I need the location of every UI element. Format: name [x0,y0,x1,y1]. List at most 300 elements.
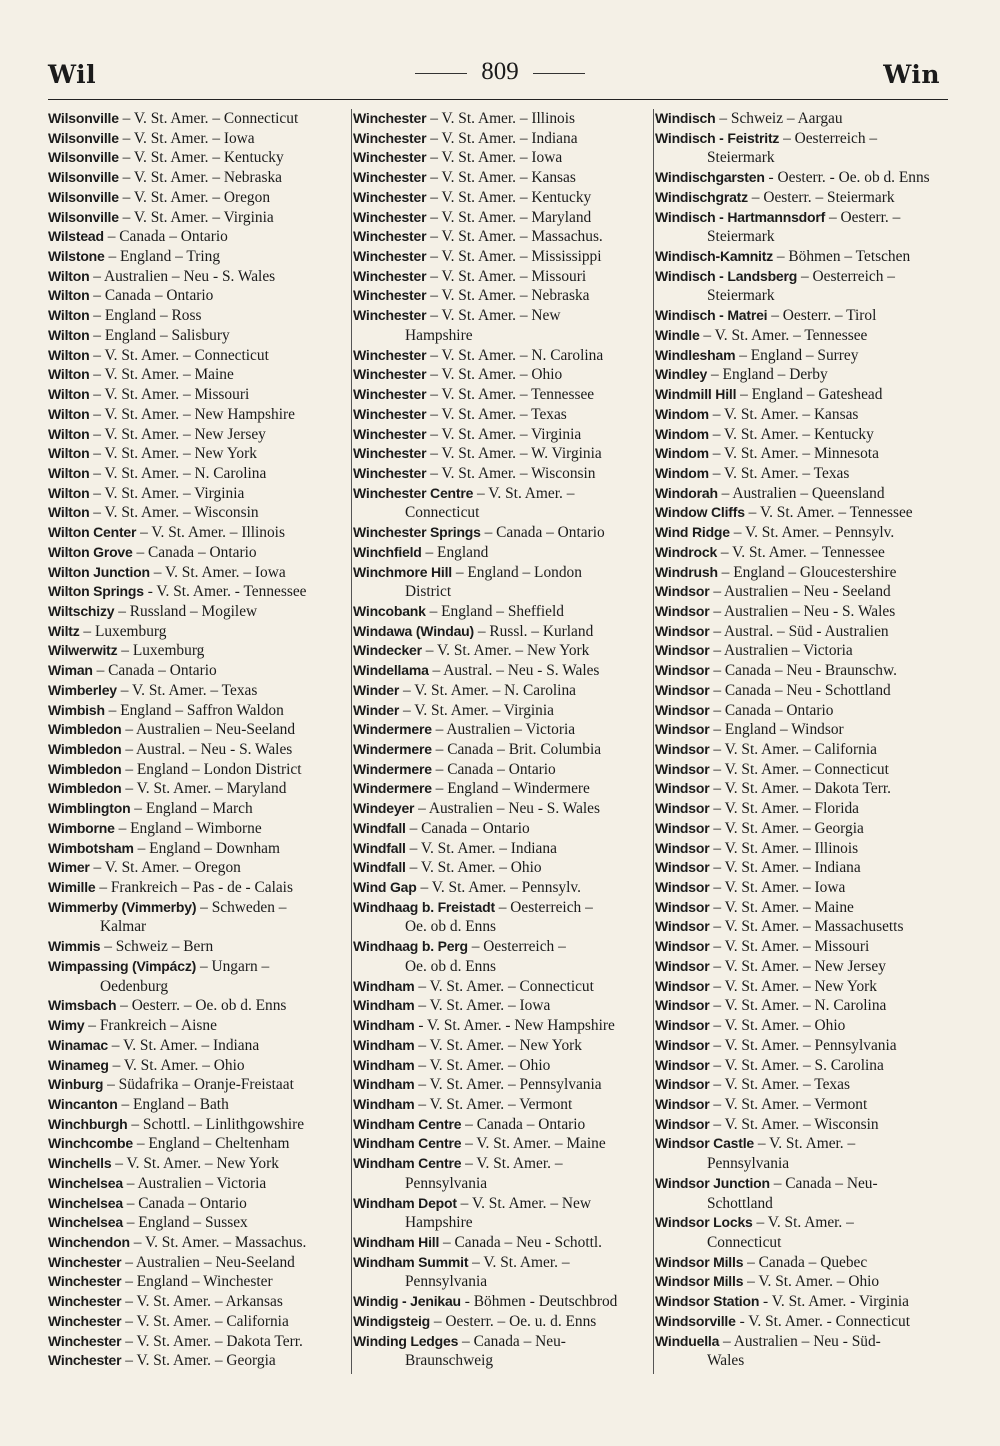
gazetteer-entry-continuation [353,1213,651,1233]
place-name: Windsor [655,918,710,935]
place-name: Winchester [353,366,427,383]
place-name: Windsor [655,642,710,659]
place-name: Wilwerwitz [48,642,118,659]
place-location: – Canada – Neu - Schottl. [439,1233,602,1251]
place-name: Windsor Castle [655,1135,754,1152]
place-location: – V. St. Amer. – Massachus. [426,228,603,246]
place-name: Windecker [353,642,422,659]
place-location: Hampshire [405,1214,473,1232]
place-name: Winchburgh [48,1115,128,1132]
gazetteer-entry [655,1213,953,1233]
place-name: Wilton [48,504,90,521]
place-location: – V. St. Amer. – Tennessee [699,326,868,344]
place-name: Wimborne [48,819,115,836]
place-name: Wimy [48,1017,85,1034]
place-location: – England – Cheltenham [133,1135,290,1153]
gazetteer-entry [48,858,346,878]
gazetteer-entry [353,1312,651,1332]
gazetteer-entry [655,779,953,799]
column-2 [351,109,651,1374]
place-name: Wiman [48,662,93,679]
place-location: – Oesterr. – [825,208,901,226]
gazetteer-entry [655,898,953,918]
place-name: Windsor Mills [655,1273,744,1290]
gazetteer-entry [655,799,953,819]
place-name: Wimer [48,859,90,876]
gazetteer-entry [655,444,953,464]
place-name: Windsor [655,898,710,915]
place-location: – V. St. Amer. – Kentucky [708,425,874,443]
place-name: Wilsonville [48,129,119,146]
place-name: Wiltz [48,622,80,639]
place-location: – V. St. Amer. – New Jersey [709,957,886,975]
place-name: Winchester [353,445,427,462]
place-location: Hampshire [405,326,473,344]
gazetteer-entry [353,740,651,760]
gazetteer-entry [48,168,346,188]
gazetteer-entry [353,1154,651,1174]
gazetteer-entry [48,1253,346,1273]
place-location: – V. St. Amer. – Virginia [118,208,274,226]
place-location: – V. St. Amer. – New York [414,1036,582,1054]
place-name: Windham Hill [353,1233,440,1250]
place-name: Windom [655,405,709,422]
gazetteer-entry [48,286,346,306]
gazetteer-entry [655,681,953,701]
gazetteer-entry [48,720,346,740]
gazetteer-entry [353,1253,651,1273]
gazetteer-entry [353,898,651,918]
gazetteer-entry [48,543,346,563]
gazetteer-entry [48,641,346,661]
place-location: – V. St. Amer. – Iowa [149,563,286,581]
place-location: – V. St. Amer. – Virginia [399,701,554,719]
place-name: Windsor [655,800,710,817]
place-location: – England – Ross [89,307,202,325]
place-name: Winchester [353,169,427,186]
place-location: – V. St. Amer. – Vermont [709,1095,868,1113]
place-location: – V. St. Amer. – N. Carolina [709,997,887,1015]
place-location: – V. St. Amer. – New [426,307,561,325]
place-location: - V. St. Amer. - Tennessee [143,583,307,601]
place-name: Windischgarsten [655,169,765,186]
place-location: – V. St. Amer. – Texas [709,1076,850,1094]
place-location: – V. St. Amer. – New York [709,977,877,995]
gazetteer-entry [48,484,346,504]
place-location: – V. St. Amer. – Illinois [709,839,859,857]
gazetteer-entry [655,582,953,602]
gazetteer-entry [353,1095,651,1115]
gazetteer-entry [655,365,953,385]
place-name: Windham [353,977,415,994]
place-location: – England – Wimborne [114,819,262,837]
gazetteer-entry [48,1351,346,1371]
place-name: Windorah [655,484,718,501]
gazetteer-entry [48,1213,346,1233]
place-location: – Oesterr. – Oe. u. d. Enns [430,1312,597,1330]
gazetteer-entry-continuation [353,503,651,523]
place-name: Windham [353,1076,415,1093]
place-name: Windisch - Hartmannsdorf [655,208,826,225]
gazetteer-entry-continuation [655,1351,953,1371]
gazetteer-entry [655,701,953,721]
place-location: – Australien – Neu - Seeland [709,583,891,601]
place-name: Wilstone [48,248,105,265]
gazetteer-entry [48,326,346,346]
gazetteer-entry [48,1075,346,1095]
place-location: – England – London District [121,760,302,778]
place-name: Winchester [353,188,427,205]
gazetteer-entry [48,346,346,366]
place-name: Windsor [655,1115,710,1132]
place-location: – V. St. Amer. – Kentucky [118,149,284,167]
place-location: – Australien – Neu - S. Wales [414,800,600,818]
gazetteer-entry [353,444,651,464]
gazetteer-entry [353,523,651,543]
place-location: – V. St. Amer. – N. Carolina [426,346,604,364]
place-location: – V. St. Amer. – Indiana [405,839,557,857]
place-location: Pennsylvania [707,1155,790,1173]
gazetteer-entry [655,1016,953,1036]
place-name: Wimbledon [48,760,122,777]
place-name: Windham [353,1056,415,1073]
place-name: Windsor [655,1076,710,1093]
place-location: – V. St. Amer. – Pennsylv. [729,524,895,542]
gazetteer-entry [353,1134,651,1154]
gazetteer-entry [48,247,346,267]
gazetteer-entry [655,1292,953,1312]
place-location: – V. St. Amer. – Dakota Terr. [709,780,891,798]
place-name: Winchester [48,1332,122,1349]
gazetteer-entry-continuation [655,148,953,168]
place-location: – V. St. Amer. – Iowa [426,149,563,167]
place-location: – V. St. Amer. – Texas [708,464,850,482]
gazetteer-entry [655,208,953,228]
place-location: – V. St. Amer. – Tennessee [717,543,885,561]
gazetteer-entry [48,1312,346,1332]
place-location: – V. St. Amer. – Dakota Terr. [121,1332,303,1350]
place-name: Winchester [353,248,427,265]
gazetteer-entry [48,937,346,957]
gazetteer-entry [353,799,651,819]
place-location: – England – Bath [117,1095,229,1113]
gazetteer-entry [48,839,346,859]
place-name: Windsor [655,1017,710,1034]
gazetteer-entry [655,563,953,583]
place-location: – Oesterr. – Steiermark [747,188,895,206]
place-location: – Canada – Ontario [431,760,556,778]
gazetteer-entry [48,1332,346,1352]
header-dash-left [415,73,467,74]
gazetteer-entry [655,1115,953,1135]
place-location: – V. St. Amer. – Texas [116,681,258,699]
place-location: - Oesterr. - Oe. ob d. Enns [764,169,930,187]
place-name: Windsor [655,957,710,974]
place-name: Windsor [655,1036,710,1053]
place-name: Wilton [48,366,90,383]
place-name: Wimbledon [48,780,122,797]
gazetteer-entry [48,563,346,583]
place-location: – V. St. Amer. – Minnesota [708,445,879,463]
place-location: – Australien – Neu-Seeland [121,1253,295,1271]
place-name: Winduella [655,1332,720,1349]
place-location: Wales [707,1352,745,1370]
place-name: Windham Centre [353,1155,462,1172]
place-name: Wilton [48,445,90,462]
gazetteer-entry [353,267,651,287]
gazetteer-entry [353,148,651,168]
gazetteer-entry [353,1292,651,1312]
place-name: Windom [655,425,709,442]
gazetteer-entry [48,1292,346,1312]
gazetteer-entry [353,839,651,859]
place-location: – V. St. Amer. – Georgia [709,819,864,837]
gazetteer-entry [655,109,953,129]
place-location: – V. St. Amer. – Massachusetts [709,918,904,936]
place-location: – V. St. Amer. – Iowa [414,997,551,1015]
place-name: Windisch - Matrei [655,307,768,324]
place-location: – Oesterreich – [797,267,895,285]
place-location: – Böhmen – Tetschen [773,248,911,266]
place-name: Winchester Springs [353,524,481,541]
place-name: Wilton [48,464,90,481]
place-name: Wincobank [353,602,426,619]
place-location: – V. St. Amer. – New York [421,642,590,660]
place-location: – V. St. Amer. – N. Carolina [399,681,576,699]
gazetteer-entry [655,760,953,780]
gazetteer-entry [353,168,651,188]
place-name: Windsor [655,1056,710,1073]
gazetteer-entry [655,1075,953,1095]
place-name: Winchester [353,405,427,422]
place-name: Winchester [353,287,427,304]
place-name: Winchester [353,267,427,284]
place-location: Kalmar [100,918,147,936]
place-name: Windsor [655,997,710,1014]
gazetteer-entry [48,878,346,898]
place-name: Wimsbach [48,997,117,1014]
header-left-keyword: Wil [48,60,97,89]
place-name: Wimmerby (Vimmerby) [48,898,197,915]
gazetteer-entry [48,602,346,622]
place-name: Windisch - Landsberg [655,267,798,284]
place-location: – V. St. Amer. – Wisconsin [89,504,259,522]
place-name: Windellama [353,662,429,679]
place-location: – V. St. Amer. – Mississippi [426,248,602,266]
place-location: Steiermark [707,149,775,167]
gazetteer-entry [655,977,953,997]
page-header [0,52,1000,92]
place-name: Windeyer [353,800,415,817]
gazetteer-entry [353,1115,651,1135]
place-name: Windham Centre [353,1115,462,1132]
gazetteer-entry [48,227,346,247]
place-location: – V. St. Amer. – Kansas [708,405,859,423]
place-name: Windsor [655,760,710,777]
place-name: Windfall [353,839,406,856]
place-name: Wilton [48,346,90,363]
place-location: – V. St. Amer. – New Jersey [89,425,266,443]
place-location: – Australien – Victoria [431,721,576,739]
gazetteer-entry [48,760,346,780]
gazetteer-entry [48,622,346,642]
gazetteer-entry-continuation [353,1174,651,1194]
place-location: - V. St. Amer. - New Hampshire [414,1017,615,1035]
place-name: Windham Depot [353,1194,457,1211]
place-name: Windsor [655,583,710,600]
place-location: – England – Gateshead [736,386,883,404]
place-name: Wilton Grove [48,543,133,560]
gazetteer-entry [353,1233,651,1253]
gazetteer-entry [655,996,953,1016]
gazetteer-entry [48,523,346,543]
place-location: – England – Tring [104,248,221,266]
place-name: Winchester [353,307,427,324]
gazetteer-entry-continuation [655,1194,953,1214]
place-location: – England – Derby [707,366,828,384]
gazetteer-entry [655,1095,953,1115]
gazetteer-entry [353,286,651,306]
place-location: – V. St. Amer. – California [121,1312,289,1330]
place-location: – Ungarn – [196,957,270,975]
place-name: Windfall [353,819,406,836]
place-location: – Canada – Ontario [405,819,530,837]
gazetteer-entry [48,148,346,168]
place-name: Windsor [655,819,710,836]
place-name: Wilton [48,425,90,442]
gazetteer-entry [655,1036,953,1056]
gazetteer-entry [48,661,346,681]
place-location: – V. St. Amer. – Ohio [108,1056,245,1074]
place-name: Windsor [655,602,710,619]
place-location: – Canada – Ontario [103,228,228,246]
place-location: – V. St. Amer. – Indiana [709,859,861,877]
gazetteer-entry [655,937,953,957]
gazetteer-entry-continuation [655,1233,953,1253]
place-location: Pennsylvania [405,1174,488,1192]
place-name: Windermere [353,760,432,777]
place-location: – V. St. Amer. – New York [89,445,257,463]
place-location: – V. St. Amer. – New York [111,1155,279,1173]
gazetteer-entry [48,779,346,799]
gazetteer-entry [353,779,651,799]
gazetteer-entry [48,385,346,405]
gazetteer-entry [353,1016,651,1036]
place-location: – Luxemburg [79,622,167,640]
gazetteer-entry [353,385,651,405]
place-location: – Australien – Neu - Süd- [719,1332,881,1350]
place-location: – V. St. Amer. – Illinois [426,110,576,127]
gazetteer-entry [48,582,346,602]
place-location: – Canada – Neu - Schottland [709,681,891,699]
gazetteer-entry [48,799,346,819]
place-location: – Schottl. – Linlithgowshire [127,1115,305,1133]
place-location: Oe. ob d. Enns [405,918,497,936]
place-name: Windsor [655,701,710,718]
gazetteer-entry [353,208,651,228]
place-location: – England – Winchester [121,1273,273,1291]
place-name: Winchfield [353,543,422,560]
place-location: – V. St. Amer. – N. Carolina [89,464,267,482]
place-location: – Australien – Queensland [717,484,885,502]
place-location: – Luxemburg [117,642,205,660]
gazetteer-entry [48,109,346,129]
gazetteer-entry [353,858,651,878]
gazetteer-entry [655,740,953,760]
gazetteer-entry [353,306,651,326]
place-name: Windsor [655,622,710,639]
place-location: – V. St. Amer. – Maryland [121,780,287,798]
place-location: – Canada – Neu- [769,1174,878,1192]
place-name: Winchester [353,346,427,363]
place-location: – Canada – Ontario [122,1194,247,1212]
gazetteer-entry-continuation [353,1272,651,1292]
place-location: – V. St. Amer. – Kansas [426,169,576,187]
place-name: Winchells [48,1155,112,1172]
place-location: – Canada – Ontario [132,543,257,561]
place-location: – Australien – Neu - S. Wales [89,267,276,285]
place-location: – V. St. Amer. – Tennessee [744,504,913,522]
gazetteer-entry [48,1095,346,1115]
place-location: – V. St. Amer. – Missouri [89,386,250,404]
place-name: Winchester [353,110,427,126]
gazetteer-entry [655,1056,953,1076]
place-location: – Frankreich – Pas - de - Calais [95,879,293,897]
place-name: Windley [655,366,708,383]
gazetteer-entry-continuation [48,917,346,937]
place-location: Schottland [707,1194,773,1212]
place-name: Wilsonville [48,149,119,166]
gazetteer-entry [655,1134,953,1154]
gazetteer-entry [655,523,953,543]
place-location: – England – Salisbury [89,326,230,344]
place-name: Windermere [353,780,432,797]
gazetteer-entry [353,701,651,721]
place-location: – V. St. Amer. – Connecticut [709,760,889,778]
place-location: – V. St. Amer. – Kentucky [426,188,592,206]
place-name: Windig - Jenikau [353,1293,461,1310]
place-name: Windhaag b. Freistadt [353,898,495,915]
place-name: Windsor Mills [655,1253,744,1270]
place-name: Windsor Junction [655,1174,770,1191]
place-location: – V. St. Amer. – Missouri [426,267,587,285]
place-location: – Südafrika – Oranje-Freistaat [103,1076,294,1094]
place-name: Wilsonville [48,110,119,126]
place-location: – V. St. Amer. – California [709,741,877,758]
place-name: Windermere [353,741,432,757]
place-location: – V. St. Amer. – Ohio [709,1017,846,1035]
place-location: – V. St. Amer. – New Hampshire [89,405,295,423]
place-location: – V. St. Amer. – Ohio [743,1273,880,1291]
place-name: Windom [655,445,709,462]
gazetteer-entry-continuation [353,917,651,937]
gazetteer-entry [48,1272,346,1292]
place-name: Windham [353,1017,415,1034]
place-location: – V. St. Amer. – Wisconsin [709,1115,879,1133]
place-location: – V. St. Amer. – W. Virginia [426,445,602,463]
place-location: – V. St. Amer. – New [456,1194,591,1212]
place-location: – V. St. Amer. – Missouri [709,938,870,956]
place-name: Windmill Hill [655,386,737,403]
place-location: – V. St. Amer. – Iowa [709,879,846,897]
place-location: – Oesterreich – [779,129,878,147]
place-name: Windom [655,464,709,481]
place-location: – Canada – Ontario [709,701,834,719]
place-location: – V. St. Amer. – Connecticut [118,110,299,127]
place-name: Windlesham [655,346,736,363]
gazetteer-entry [48,464,346,484]
place-name: Winchester [353,149,427,166]
